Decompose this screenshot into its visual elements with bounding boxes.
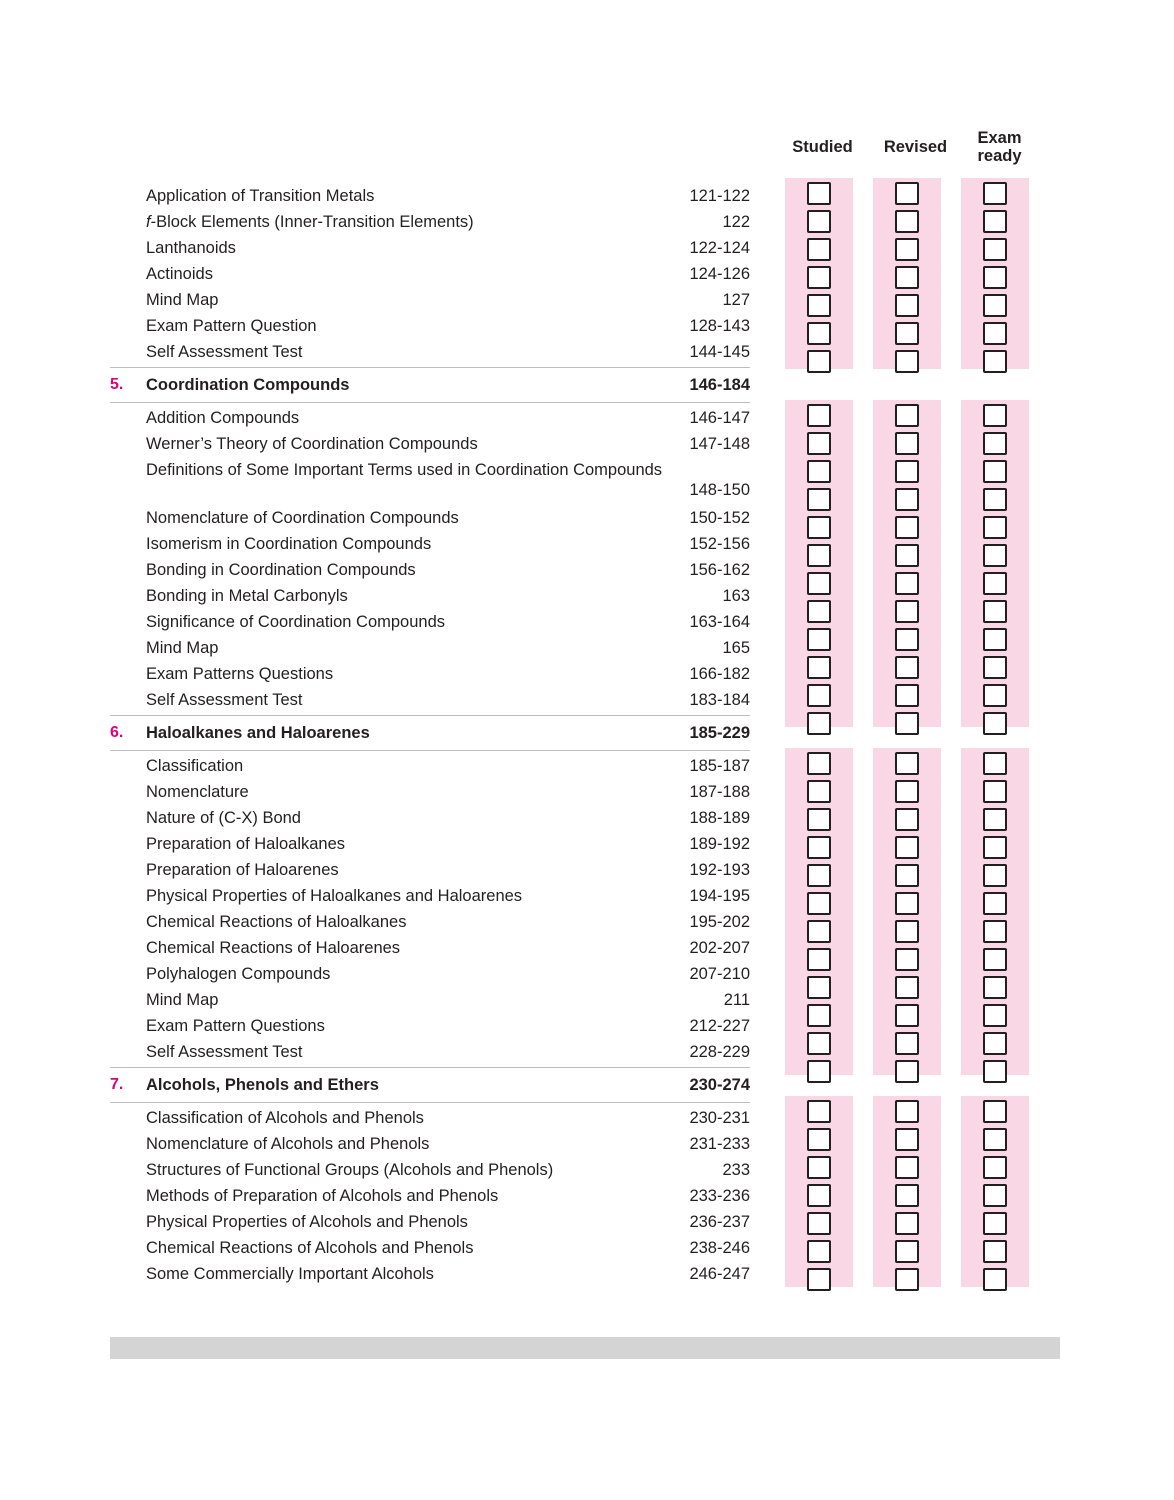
page-range: 211 <box>723 991 750 1009</box>
checkbox[interactable] <box>983 976 1007 999</box>
checkbox[interactable] <box>895 322 919 345</box>
checkbox[interactable] <box>983 864 1007 887</box>
checkbox[interactable] <box>807 350 831 373</box>
toc-topic-row <box>110 883 750 909</box>
topic-title: Bonding in Metal Carbonyls <box>146 587 348 605</box>
checkbox[interactable] <box>807 1156 831 1179</box>
toc-topic-row <box>110 687 750 713</box>
page-range: 124-126 <box>689 265 750 283</box>
checkbox[interactable] <box>983 544 1007 567</box>
checkbox[interactable] <box>983 808 1007 831</box>
checkbox[interactable] <box>807 266 831 289</box>
toc-chapter-row <box>110 1067 750 1103</box>
toc-topic-row <box>110 261 750 287</box>
page-range: 233-236 <box>689 1187 750 1205</box>
checkbox[interactable] <box>807 808 831 831</box>
checkbox[interactable] <box>807 516 831 539</box>
toc-topic-row <box>110 313 750 339</box>
topic-title: Self Assessment Test <box>146 343 303 361</box>
checkbox[interactable] <box>807 836 831 859</box>
topic-title: Addition Compounds <box>146 409 300 427</box>
checkbox[interactable] <box>983 350 1007 373</box>
page-range: 202-207 <box>689 939 750 957</box>
bottom-decorative-bar <box>110 1337 1060 1359</box>
topic-title: Nature of (C-X) Bond <box>146 809 301 827</box>
page-range: 231-233 <box>689 1135 750 1153</box>
checkbox[interactable] <box>807 1128 831 1151</box>
checkbox[interactable] <box>895 182 919 205</box>
checkbox[interactable] <box>983 752 1007 775</box>
page-range: 156-162 <box>689 561 750 579</box>
toc-topic-row <box>110 531 750 557</box>
toc-topic-row <box>110 209 750 235</box>
column-header-studied: Studied <box>792 138 853 156</box>
checkbox-panel <box>785 1096 853 1287</box>
toc-list <box>110 183 750 1287</box>
checkbox-panel <box>785 748 853 1075</box>
toc-topic-row <box>110 909 750 935</box>
checkbox[interactable] <box>895 712 919 735</box>
checkbox[interactable] <box>895 1156 919 1179</box>
checkbox[interactable] <box>807 460 831 483</box>
page-range: 163-164 <box>689 613 750 631</box>
topic-title: Some Commercially Important Alcohols <box>146 1265 434 1283</box>
toc-topic-row <box>110 961 750 987</box>
checkbox[interactable] <box>895 920 919 943</box>
checkbox[interactable] <box>895 572 919 595</box>
checkbox[interactable] <box>807 1060 831 1083</box>
checkbox[interactable] <box>807 1240 831 1263</box>
toc-chapter-row <box>110 367 750 403</box>
checkbox[interactable] <box>983 1184 1007 1207</box>
checkbox[interactable] <box>983 1268 1007 1291</box>
checkbox[interactable] <box>807 780 831 803</box>
checkbox[interactable] <box>895 780 919 803</box>
page-range: 128-143 <box>689 317 750 335</box>
topic-title: Definitions of Some Important Terms used in Coordination Compounds <box>146 461 663 479</box>
checkbox[interactable] <box>983 1156 1007 1179</box>
chapter-title: Alcohols, Phenols and Ethers <box>146 1076 379 1094</box>
checkbox[interactable] <box>895 460 919 483</box>
checkbox[interactable] <box>807 656 831 679</box>
checkbox-panel <box>873 1096 941 1287</box>
topic-title: Classification <box>146 757 244 775</box>
toc-topic-row <box>110 1209 750 1235</box>
topic-title: Classification of Alcohols and Phenols <box>146 1109 424 1127</box>
checkbox[interactable] <box>983 684 1007 707</box>
topic-title: Chemical Reactions of Haloarenes <box>146 939 401 957</box>
topic-title: Nomenclature of Coordination Compounds <box>146 509 459 527</box>
italic-prefix: f <box>146 213 151 231</box>
topic-title: Mind Map <box>146 991 219 1009</box>
toc-topic-row <box>110 1013 750 1039</box>
checkbox[interactable] <box>983 294 1007 317</box>
topic-title: Polyhalogen Compounds <box>146 965 331 983</box>
page-range: 236-237 <box>689 1213 750 1231</box>
checkbox[interactable] <box>895 1004 919 1027</box>
checkbox[interactable] <box>983 404 1007 427</box>
topic-title: Nomenclature of Alcohols and Phenols <box>146 1135 430 1153</box>
checkbox[interactable] <box>895 1212 919 1235</box>
checkbox[interactable] <box>807 712 831 735</box>
checkbox[interactable] <box>807 920 831 943</box>
checkbox[interactable] <box>895 1032 919 1055</box>
topic-title: Structures of Functional Groups (Alcohols and Phenols) <box>146 1161 554 1179</box>
checkbox[interactable] <box>895 836 919 859</box>
topic-title: Self Assessment Test <box>146 1043 303 1061</box>
checkbox[interactable] <box>983 1060 1007 1083</box>
toc-chapter-row <box>110 715 750 751</box>
topic-title: Significance of Coordination Compounds <box>146 613 446 631</box>
checkbox[interactable] <box>807 976 831 999</box>
topic-title: Nomenclature <box>146 783 249 801</box>
toc-topic-row <box>110 1105 750 1131</box>
checkbox[interactable] <box>807 1184 831 1207</box>
toc-topic-row <box>110 635 750 661</box>
checkbox[interactable] <box>807 210 831 233</box>
checkbox[interactable] <box>807 1100 831 1123</box>
toc-topic-row <box>110 831 750 857</box>
checkbox[interactable] <box>983 1100 1007 1123</box>
checkbox[interactable] <box>983 460 1007 483</box>
column-header-revised: Revised <box>883 138 948 156</box>
page-range: 122-124 <box>689 239 750 257</box>
checkbox[interactable] <box>983 656 1007 679</box>
toc-topic-row <box>110 183 750 209</box>
checkbox[interactable] <box>807 488 831 511</box>
toc-topic-row <box>110 1157 750 1183</box>
checkbox[interactable] <box>983 600 1007 623</box>
checkbox-panel <box>961 748 1029 1075</box>
checkbox[interactable] <box>807 684 831 707</box>
checkbox[interactable] <box>807 600 831 623</box>
topic-title: Physical Properties of Haloalkanes and Haloarenes <box>146 887 523 905</box>
checkbox[interactable] <box>983 948 1007 971</box>
topic-title: Mind Map <box>146 639 219 657</box>
checkbox[interactable] <box>807 294 831 317</box>
page-range: 166-182 <box>689 665 750 683</box>
toc-topic-row <box>110 405 750 431</box>
toc-topic-row <box>110 609 750 635</box>
checkbox-panel <box>961 400 1029 727</box>
topic-title: Preparation of Haloalkanes <box>146 835 346 853</box>
topic-title: Actinoids <box>146 265 213 283</box>
toc-topic-row <box>110 753 750 779</box>
checkbox[interactable] <box>895 238 919 261</box>
checkbox[interactable] <box>895 864 919 887</box>
checkbox[interactable] <box>983 920 1007 943</box>
page-range: 185-229 <box>689 724 750 742</box>
toc-topic-row <box>110 805 750 831</box>
checkbox[interactable] <box>807 238 831 261</box>
checkbox[interactable] <box>895 1128 919 1151</box>
checkbox[interactable] <box>895 404 919 427</box>
page-range: 195-202 <box>689 913 750 931</box>
checkbox[interactable] <box>807 864 831 887</box>
checkbox[interactable] <box>983 628 1007 651</box>
checkbox[interactable] <box>807 1268 831 1291</box>
checkbox[interactable] <box>807 628 831 651</box>
checkbox[interactable] <box>895 684 919 707</box>
page-range: 147-148 <box>689 435 750 453</box>
checkbox[interactable] <box>895 210 919 233</box>
checkbox[interactable] <box>807 752 831 775</box>
topic-title: Chemical Reactions of Haloalkanes <box>146 913 407 931</box>
page-range: 194-195 <box>689 887 750 905</box>
toc-topic-row <box>110 1235 750 1261</box>
checkbox[interactable] <box>895 1240 919 1263</box>
column-header-exam-ready-line1: Exam <box>977 129 1022 147</box>
checkbox[interactable] <box>895 488 919 511</box>
checkbox[interactable] <box>807 544 831 567</box>
checkbox[interactable] <box>983 1004 1007 1027</box>
toc-topic-row <box>110 1183 750 1209</box>
checkbox[interactable] <box>983 836 1007 859</box>
checkbox[interactable] <box>983 1240 1007 1263</box>
topic-title: Application of Transition Metals <box>146 187 375 205</box>
checkbox[interactable] <box>895 656 919 679</box>
toc-topic-row <box>110 583 750 609</box>
toc-topic-row <box>110 505 750 531</box>
topic-title: Isomerism in Coordination Compounds <box>146 535 432 553</box>
checkbox[interactable] <box>895 600 919 623</box>
checkbox-panel <box>961 1096 1029 1287</box>
toc-topic-row <box>110 1131 750 1157</box>
page-range: 207-210 <box>689 965 750 983</box>
checkbox[interactable] <box>983 1212 1007 1235</box>
checkbox[interactable] <box>983 516 1007 539</box>
page-range: 152-156 <box>689 535 750 553</box>
checkbox[interactable] <box>895 1100 919 1123</box>
checkbox-panel <box>873 178 941 369</box>
toc-topic-row <box>110 431 750 457</box>
checkbox[interactable] <box>983 892 1007 915</box>
page-range: 246-247 <box>689 1265 750 1283</box>
page-range: 127 <box>722 291 750 309</box>
checkbox-column-headers <box>775 128 1040 168</box>
checkbox[interactable] <box>807 1004 831 1027</box>
column-header-exam-ready <box>957 129 1042 165</box>
toc-topic-row <box>110 457 750 505</box>
topic-title-rest: -Block Elements (Inner-Transition Elements) <box>150 213 474 231</box>
toc-topic-row <box>110 857 750 883</box>
page-range: 122 <box>722 213 750 231</box>
checkbox[interactable] <box>983 1128 1007 1151</box>
chapter-number: 6. <box>110 724 124 741</box>
checkbox[interactable] <box>807 1212 831 1235</box>
checkbox[interactable] <box>983 488 1007 511</box>
checkbox[interactable] <box>895 1060 919 1083</box>
checkbox-panel <box>961 178 1029 369</box>
topic-title: Physical Properties of Alcohols and Phenols <box>146 1213 468 1231</box>
chapter-title: Haloalkanes and Haloarenes <box>146 724 370 742</box>
checkbox[interactable] <box>807 322 831 345</box>
checkbox[interactable] <box>895 808 919 831</box>
page-range: 121-122 <box>689 187 750 205</box>
page-range: 233 <box>722 1161 750 1179</box>
checkbox[interactable] <box>895 432 919 455</box>
checkbox[interactable] <box>895 516 919 539</box>
checkbox-panel <box>873 748 941 1075</box>
toc-topic-row <box>110 235 750 261</box>
checkbox[interactable] <box>895 892 919 915</box>
topic-title: Lanthanoids <box>146 239 236 257</box>
toc-topic-row <box>110 287 750 313</box>
checkbox[interactable] <box>895 294 919 317</box>
topic-title: Methods of Preparation of Alcohols and Phenols <box>146 1187 499 1205</box>
page-range: 212-227 <box>689 1017 750 1035</box>
checkbox[interactable] <box>895 948 919 971</box>
topic-title: Chemical Reactions of Alcohols and Phenols <box>146 1239 474 1257</box>
chapter-number: 7. <box>110 1076 124 1093</box>
checkbox[interactable] <box>983 210 1007 233</box>
toc-topic-row <box>110 987 750 1013</box>
chapter-number: 5. <box>110 376 124 393</box>
toc-topic-row <box>110 557 750 583</box>
page-range: 163 <box>722 587 750 605</box>
topic-title: Exam Patterns Questions <box>146 665 334 683</box>
toc-topic-row <box>110 1261 750 1287</box>
checkbox[interactable] <box>983 432 1007 455</box>
checkbox[interactable] <box>807 404 831 427</box>
checkbox[interactable] <box>895 628 919 651</box>
checkbox[interactable] <box>895 544 919 567</box>
toc-topic-row <box>110 339 750 365</box>
checkbox[interactable] <box>983 238 1007 261</box>
checkbox[interactable] <box>895 1268 919 1291</box>
toc-topic-row <box>110 779 750 805</box>
checkbox[interactable] <box>807 182 831 205</box>
topic-title: Exam Pattern Questions <box>146 1017 325 1035</box>
page-range: 165 <box>722 639 750 657</box>
page-range: 144-145 <box>689 343 750 361</box>
topic-title: Werner’s Theory of Coordination Compounds <box>146 435 478 453</box>
checkbox[interactable] <box>895 976 919 999</box>
checkbox[interactable] <box>807 892 831 915</box>
page-range: 150-152 <box>689 509 750 527</box>
page-range: 230-231 <box>689 1109 750 1127</box>
checkbox[interactable] <box>983 322 1007 345</box>
checkbox[interactable] <box>895 1184 919 1207</box>
page-range: 230-274 <box>689 1076 750 1094</box>
page-range: 192-193 <box>689 861 750 879</box>
topic-title <box>146 209 670 235</box>
checkbox[interactable] <box>983 572 1007 595</box>
topic-title: Mind Map <box>146 291 219 309</box>
checkbox[interactable] <box>983 266 1007 289</box>
checkbox[interactable] <box>807 432 831 455</box>
checkbox[interactable] <box>895 266 919 289</box>
checkbox-panel <box>785 400 853 727</box>
topic-title: Self Assessment Test <box>146 691 303 709</box>
page-range: 188-189 <box>689 809 750 827</box>
topic-title: Exam Pattern Question <box>146 317 317 335</box>
checkbox[interactable] <box>983 182 1007 205</box>
page-range: 146-184 <box>689 376 750 394</box>
checkbox-panel <box>785 178 853 369</box>
page-range: 228-229 <box>689 1043 750 1061</box>
page-range: 146-147 <box>689 409 750 427</box>
topic-title: Preparation of Haloarenes <box>146 861 339 879</box>
checkbox[interactable] <box>983 712 1007 735</box>
chapter-title: Coordination Compounds <box>146 376 350 394</box>
toc-topic-row <box>110 935 750 961</box>
page-range: 185-187 <box>689 757 750 775</box>
page-range: 148-150 <box>689 481 750 499</box>
page-range: 238-246 <box>689 1239 750 1257</box>
page-range: 187-188 <box>689 783 750 801</box>
page-range: 189-192 <box>689 835 750 853</box>
checkbox[interactable] <box>895 350 919 373</box>
checkbox-panel <box>873 400 941 727</box>
toc-topic-row <box>110 1039 750 1065</box>
toc-topic-row <box>110 661 750 687</box>
column-header-exam-ready-line2: ready <box>977 147 1022 166</box>
checkbox[interactable] <box>807 572 831 595</box>
checkbox[interactable] <box>807 948 831 971</box>
page-range: 183-184 <box>689 691 750 709</box>
checkbox[interactable] <box>983 1032 1007 1055</box>
checkbox[interactable] <box>983 780 1007 803</box>
checkbox[interactable] <box>895 752 919 775</box>
checkbox[interactable] <box>807 1032 831 1055</box>
topic-title: Bonding in Coordination Compounds <box>146 561 416 579</box>
